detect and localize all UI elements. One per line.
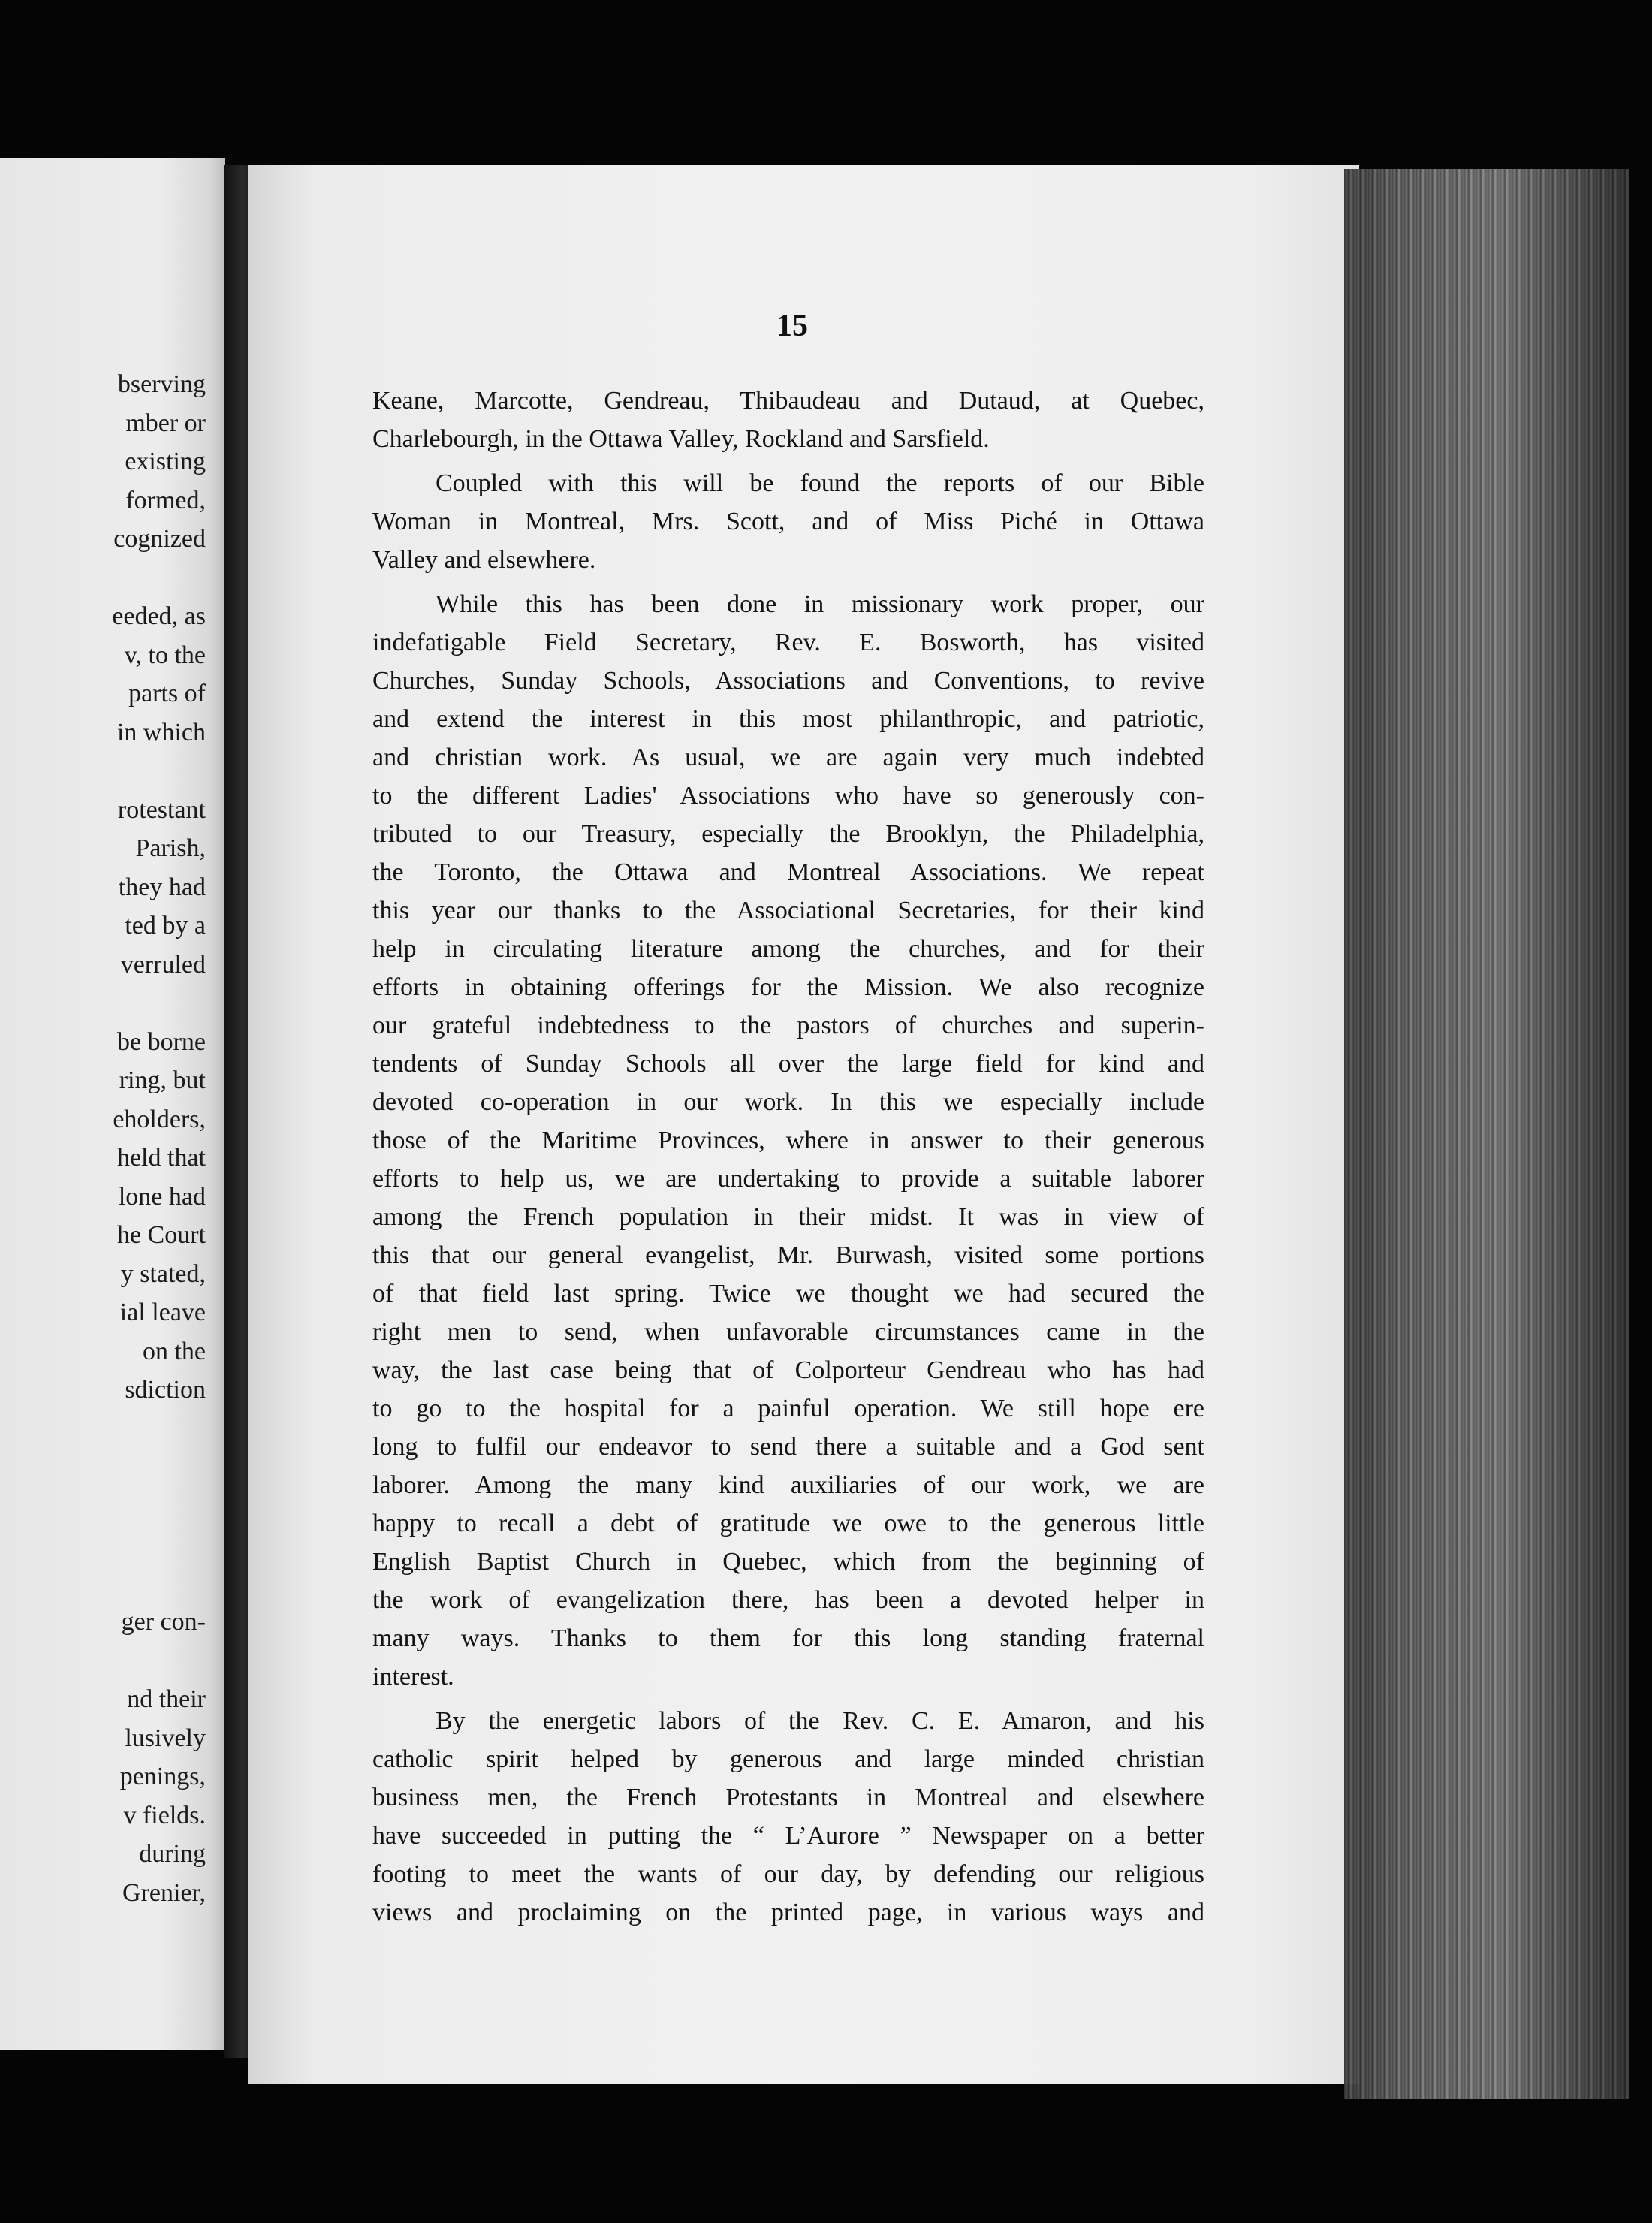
text-line: our grateful indebtedness to the pastors of churches and superin- — [372, 1012, 1204, 1039]
text-line: this that our general evangelist, Mr. Burwash, visited some portions — [372, 1241, 1204, 1269]
text-line: and christian work. As usual, we are again very much indebted — [372, 744, 1204, 771]
left-page-line: v fields. — [123, 1801, 206, 1829]
text-line: help in circulating literature among the churches, and for their — [372, 935, 1204, 963]
left-page-line: Grenier, — [122, 1878, 206, 1907]
left-page-line: lone had — [118, 1182, 206, 1211]
left-page-line: rotestant — [117, 795, 206, 824]
left-page-line: be borne — [116, 1027, 206, 1056]
text-line: to go to the hospital for a painful operation. We still hope ere — [372, 1395, 1204, 1422]
left-page-line: verruled — [120, 950, 206, 979]
text-line: way, the last case being that of Colporteur Gendreau who has had — [372, 1356, 1204, 1384]
body-text — [372, 382, 1204, 1932]
left-page-line: ial leave — [119, 1299, 206, 1326]
text-line: By the energetic labors of the Rev. C. E. Amaron, and his — [436, 1707, 1204, 1735]
left-facing-page — [0, 158, 225, 2050]
text-line: happy to recall a debt of gratitude we owe to the generous little — [372, 1510, 1204, 1537]
left-page-line: eeded, as — [112, 602, 206, 630]
text-line: catholic spirit helped by generous and large minded christian — [372, 1745, 1204, 1773]
left-page-line: ger con- — [121, 1608, 206, 1636]
left-page-line: during — [139, 1840, 206, 1868]
text-line: tendents of Sunday Schools all over the large field for kind and — [372, 1050, 1204, 1078]
text-line: and extend the interest in this most philanthropic, and patriotic, — [372, 705, 1204, 733]
text-line: Keane, Marcotte, Gendreau, Thibaudeau and Dutaud, at Quebec, — [372, 387, 1204, 415]
left-page-line: formed, — [125, 486, 206, 514]
text-line: efforts to help us, we are undertaking to provide a suitable laborer — [372, 1165, 1204, 1193]
text-line: footing to meet the wants of our day, by defending our religious — [372, 1860, 1204, 1888]
text-line: Churches, Sunday Schools, Associations and Conventions, to revive — [372, 667, 1204, 695]
text-line: Valley and elsewhere. — [372, 546, 596, 574]
text-line: English Baptist Church in Quebec, which from the beginning of — [372, 1548, 1204, 1576]
text-line: among the French population in their midst. It was in view of — [372, 1203, 1204, 1231]
left-page-line: parts of — [128, 680, 206, 707]
text-line: indefatigable Field Secretary, Rev. E. Bosworth, has visited — [372, 629, 1204, 656]
left-page-line: ted by a — [125, 912, 206, 940]
left-page-line: eholders, — [113, 1105, 206, 1133]
left-page-line: bserving — [117, 370, 206, 398]
left-page-line: existing — [125, 448, 206, 475]
left-page-line: on the — [142, 1337, 206, 1365]
text-line: views and proclaiming on the printed page, in various ways and — [372, 1899, 1204, 1926]
left-page-line: sdiction — [125, 1376, 206, 1404]
left-page-line: y stated, — [120, 1259, 206, 1288]
text-line: of that field last spring. Twice we thought we had secured the — [372, 1280, 1204, 1308]
text-line: devoted co-operation in our work. In this we especially include — [372, 1088, 1204, 1116]
text-line: interest. — [372, 1663, 454, 1691]
text-line: business men, the French Protestants in Montreal and elsewhere — [372, 1784, 1204, 1811]
text-line: Charlebourgh, in the Ottawa Valley, Rockland and Sarsfield. — [372, 425, 990, 453]
text-line: to the different Ladies' Associations who have so generously con- — [372, 782, 1204, 810]
text-line: the work of evangelization there, has been a devoted helper in — [372, 1586, 1204, 1614]
left-page-line: ring, but — [119, 1066, 206, 1094]
page-edges-shadow — [1344, 169, 1629, 2099]
left-page-line: mber or — [125, 409, 206, 437]
text-line: efforts in obtaining offerings for the Mission. We also recognize — [372, 973, 1204, 1001]
text-line: many ways. Thanks to them for this long standing fraternal — [372, 1624, 1204, 1652]
left-page-line: cognized — [113, 525, 206, 553]
left-page-line: in which — [116, 718, 206, 747]
text-line: this year our thanks to the Associational Secretaries, for their kind — [372, 897, 1204, 924]
left-page-line: nd their — [127, 1685, 206, 1713]
left-page-line: v, to the — [124, 641, 206, 669]
left-page-line: they had — [118, 873, 206, 901]
text-line: those of the Maritime Provinces, where in answer to their generous — [372, 1127, 1204, 1154]
text-line: While this has been done in missionary work proper, our — [436, 590, 1204, 618]
text-line: Coupled with this will be found the reports of our Bible — [436, 469, 1204, 497]
left-page-line: lusively — [125, 1724, 206, 1752]
text-line: Woman in Montreal, Mrs. Scott, and of Miss Piché in Ottawa — [372, 508, 1204, 535]
text-line: tributed to our Treasury, especially the Brooklyn, the Philadelphia, — [372, 820, 1204, 848]
left-page-line: held that — [116, 1144, 206, 1172]
page-number: 15 — [776, 309, 808, 343]
left-page-line: he Court — [116, 1221, 206, 1249]
text-line: have succeeded in putting the “ L’Aurore ” Newspaper on a better — [372, 1822, 1204, 1850]
left-page-line: penings, — [119, 1763, 206, 1790]
text-line: laborer. Among the many kind auxiliaries of our work, we are — [372, 1471, 1204, 1499]
text-line: the Toronto, the Ottawa and Montreal Associations. We repeat — [372, 858, 1204, 886]
text-line: right men to send, when unfavorable circumstances came in the — [372, 1318, 1204, 1346]
left-page-line: Parish, — [135, 834, 206, 862]
text-line: long to fulfil our endeavor to send there a suitable and a God sent — [372, 1433, 1204, 1461]
